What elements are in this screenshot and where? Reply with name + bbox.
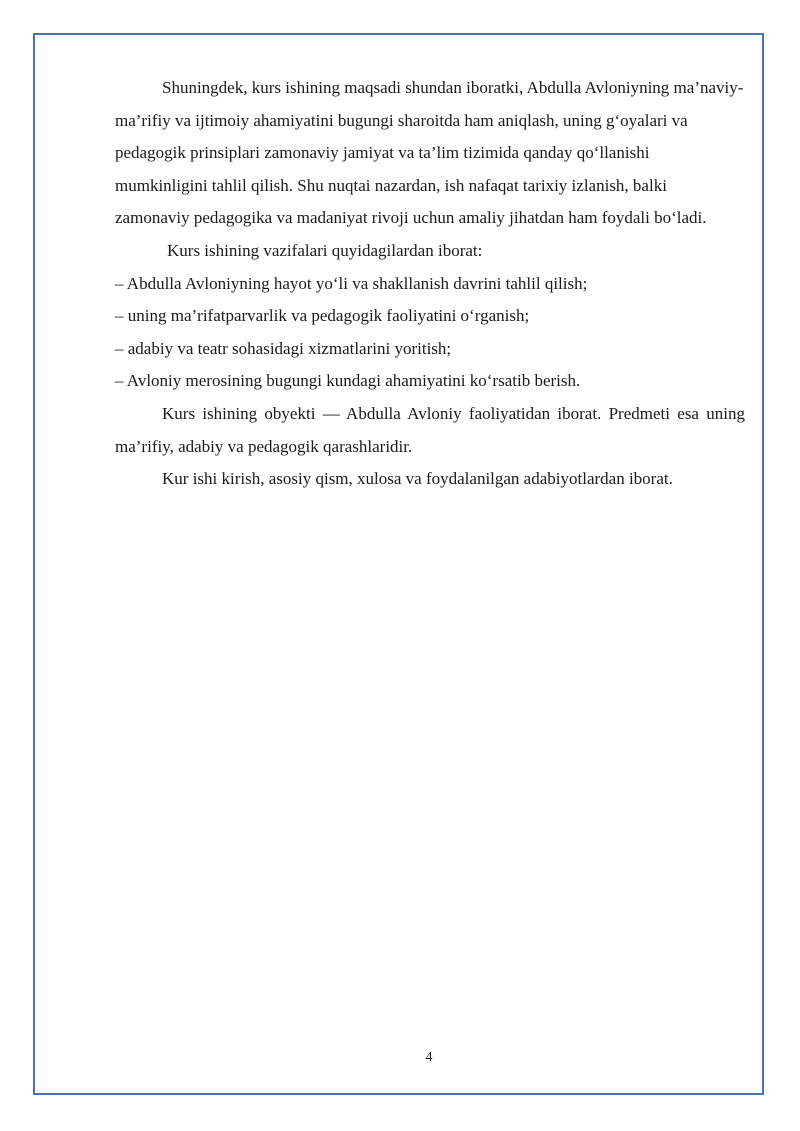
task-item: – uning ma’rifatparvarlik va pedagogik faoliyatini o‘rganish;: [115, 306, 530, 326]
task-item: – Abdulla Avloniyning hayot yo‘li va shakllanish davrini tahlil qilish;: [115, 273, 588, 293]
intro-paragraph: Shuningdek, kurs ishining maqsadi shundan iboratki, Abdulla Avloniyning ma’naviy-ma’rifiy va ijtimoiy ahamiyatini bugungi sharoitda ham aniqlash, uning g‘oyalari va pedagogik prinsiplari zamonaviy jamiyat va ta’lim tizimida qanday qo‘llanishi mumkinligini tahlil qilish. Shu nuqtai nazardan, ish nafaqat tarixiy izlanish, balki zamonaviy pedagogika va madaniyat rivoji uchun amaliy jihatdan ham foydali bo‘ladi.: [115, 78, 744, 228]
task-item: – adabiy va teatr sohasidagi xizmatlarini yoritish;: [115, 338, 452, 358]
structure-paragraph: Kur ishi kirish, asosiy qism, xulosa va foydalanilgan adabiyotlardan iborat.: [162, 469, 673, 489]
page-number: 4: [425, 1050, 433, 1065]
tasks-heading: Kurs ishining vazifalari quyidagilardan iborat:: [167, 240, 483, 260]
tasks-list: [115, 268, 745, 398]
task-item: – Avloniy merosining bugungi kundagi ahamiyatini ko‘rsatib berish.: [115, 371, 581, 391]
object-paragraph: Kurs ishining obyekti — Abdulla Avloniy faoliyatidan iborat. Predmeti esa uning ma’rifiy, adabiy va pedagogik qarashlaridir.: [115, 403, 745, 456]
document-body: [115, 72, 745, 496]
